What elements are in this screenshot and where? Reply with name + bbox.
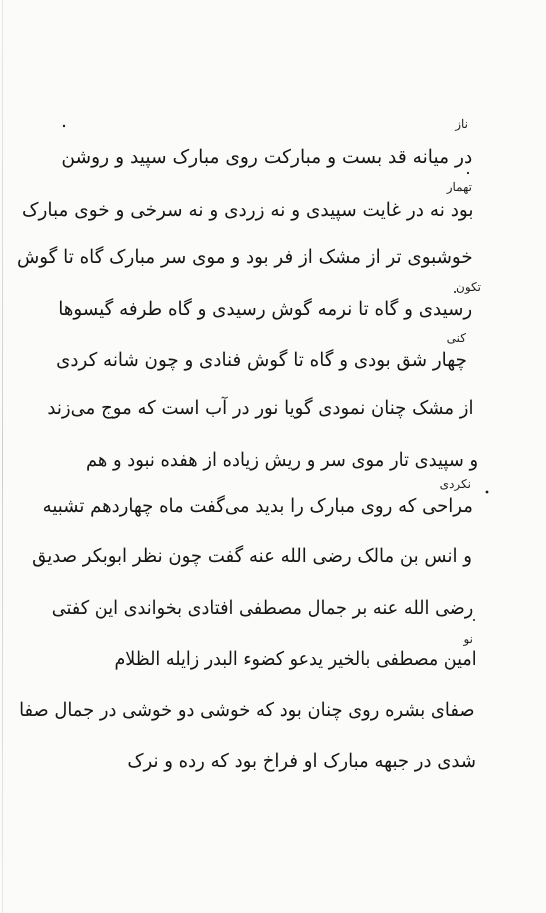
manuscript-line-9: و انس بن مالک رضی الله عنه گفت چون نظر ابوبکر صدیق — [32, 545, 472, 567]
manuscript-line-10: رضی الله عنه بر جمال مصطفی افتادی بخواندی این کفتی — [51, 597, 473, 619]
marginal-gloss-1: ناز — [455, 117, 468, 131]
ink-speck — [486, 491, 489, 494]
manuscript-line-11: امین مصطفی بالخیر یدعو کضوء البدر زایله الظلام — [114, 648, 477, 670]
ink-speck — [63, 125, 65, 127]
manuscript-line-7: و سپیدی تار موی سر و ریش زیاده از هفده نبود و هم — [85, 449, 478, 471]
manuscript-line-6: از مشک چنان نمودی گویا نور در آب است که موج می‌زند — [46, 397, 473, 419]
marginal-gloss-4: کنی — [446, 331, 466, 345]
manuscript-line-13: شدی در جبهه مبارک او فراخ بود که رده و نرک — [127, 750, 476, 772]
ink-speck — [467, 172, 469, 174]
marginal-gloss-3: تکون — [456, 280, 481, 294]
ink-speck — [473, 619, 475, 621]
manuscript-line-3: خوشبوی تر از مشک از فر بود و موی سر مبارک گاه تا گوش — [17, 246, 473, 268]
marginal-gloss-2: تهمار — [446, 180, 472, 194]
marginal-gloss-5: نکردی — [439, 477, 471, 491]
marginal-gloss-6: نو — [463, 632, 473, 646]
manuscript-line-8: مراحی که روی مبارک را بدید می‌گفت ماه چهاردهم تشبیه — [42, 495, 473, 517]
manuscript-line-12: صفای بشره روی چنان بود که خوشی دو خوشی در جمال صفا — [19, 699, 475, 721]
manuscript-line-2: بود نه در غایت سپیدی و نه زردی و نه سرخی و خوی مبارک — [22, 199, 474, 221]
manuscript-line-1: در میانه قد بست و مبارکت روی مبارک سپید و روشن — [61, 146, 472, 168]
manuscript-line-5: چهار شق بودی و گاه تا گوش فنادی و چون شانه کردی — [56, 349, 467, 371]
ink-speck — [454, 291, 456, 293]
manuscript-line-4: رسیدی و گاه تا نرمه گوش رسیدی و گاه طرفه گیسوها — [58, 298, 472, 320]
